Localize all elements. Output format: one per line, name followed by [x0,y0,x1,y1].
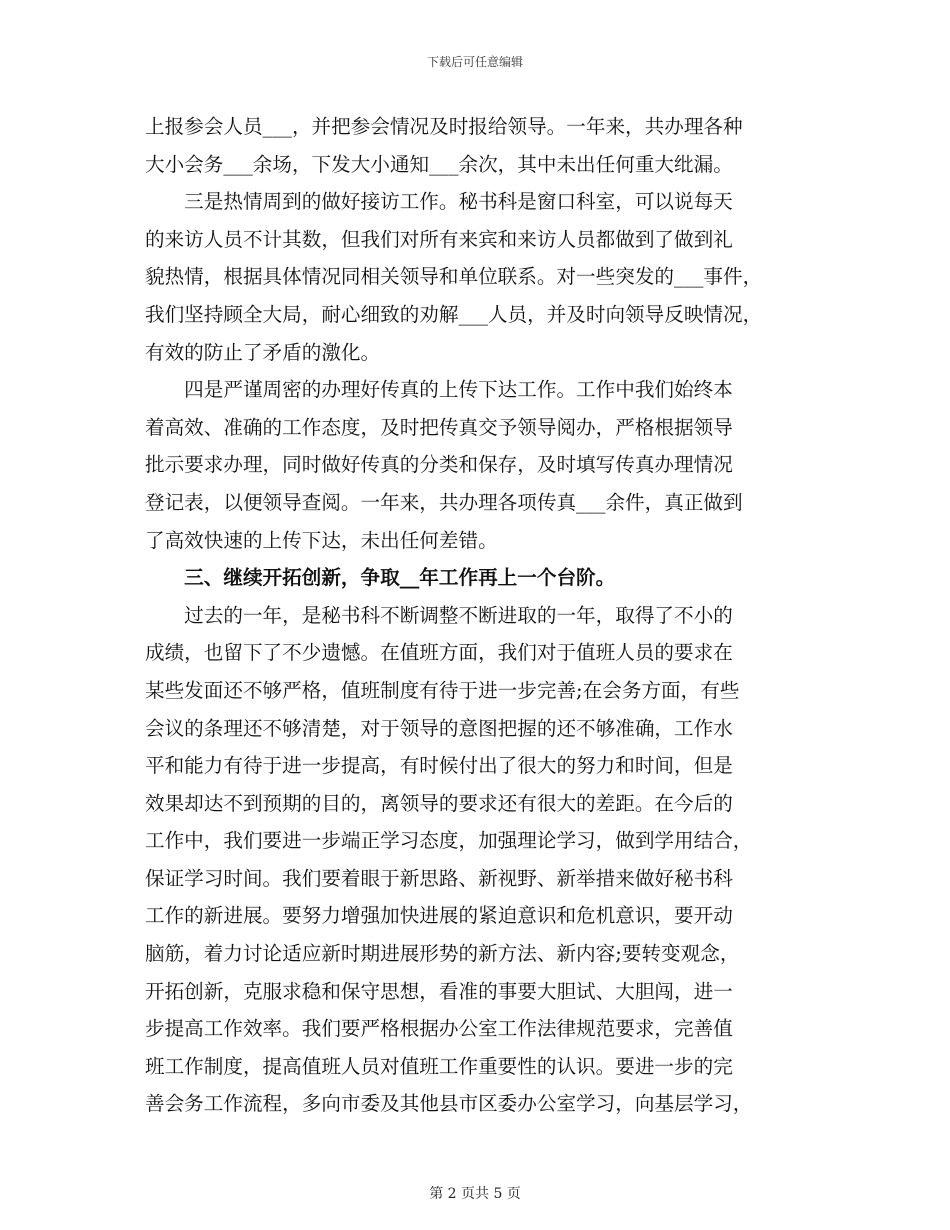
text-line: 四是严谨周密的办理好传真的上传下达工作。工作中我们始终本 [145,378,733,402]
text-line: 工作中，我们要进一步端正学习态度，加强理论学习，做到学用结合， [145,829,753,853]
page-footer: 第 2 页共 5 页 [429,1186,521,1202]
page-header: 下载后可任意编辑 [426,55,523,69]
text-line: 上报参会人员___，并把参会情况及时报给领导。一年来，共办理各种 [145,115,743,138]
text-line: 脑筋，着力讨论适应新时期进展形势的新方法、新内容;要转变观念， [145,942,740,966]
section-heading: 三、继续开拓创新，争取__年工作再上一个台阶。 [145,566,616,590]
text-line: 着高效、准确的工作态度，及时把传真交予领导阅办，严格根据领导 [145,415,733,439]
text-line: 貌热情，根据具体情况同相关领导和单位联系。对一些突发的___事件， [145,265,763,289]
text-line: 开拓创新，克服求稳和保守思想，看准的事要大胆试、大胆闯，进一 [145,979,733,1003]
text-line: 会议的条理还不够清楚，对于领导的意图把握的还不够准确，工作水 [145,716,733,740]
text-line: 批示要求办理，同时做好传真的分类和保存，及时填写传真办理情况 [145,453,733,477]
text-line: 步提高工作效率。我们要严格根据办公室工作法律规范要求，完善值 [145,1017,733,1041]
text-line: 有效的防止了矛盾的激化。 [145,340,381,364]
document-body [145,108,815,1123]
text-line: 过去的一年，是秘书科不断调整不断进取的一年，取得了不小的 [145,603,733,627]
text-line: 班工作制度，提高值班人员对值班工作重要性的认识。要进一步的完 [145,1054,733,1078]
text-line: 平和能力有待于进一步提高，有时候付出了很大的努力和时间，但是 [145,754,733,778]
text-line: 效果却达不到预期的目的，离领导的要求还有很大的差距。在今后的 [145,791,733,815]
text-line: 登记表，以便领导查阅。一年来，共办理各项传真___余件，真正做到 [145,490,743,514]
text-line: 三是热情周到的做好接访工作。秘书科是窗口科室，可以说每天 [145,190,733,214]
text-line: 成绩，也留下了不少遗憾。在值班方面，我们对于值班人员的要求在 [145,641,733,665]
text-line: 我们坚持顾全大局，耐心细致的劝解___人员，并及时向领导反映情况， [145,302,763,326]
text-line: 某些发面还不够严格，值班制度有待于进一步完善;在会务方面，有些 [145,678,740,702]
text-line: 善会务工作流程，多向市委及其他县市区委办公室学习，向基层学习， [145,1092,753,1116]
text-line: 保证学习时间。我们要着眼于新思路、新视野、新举措来做好秘书科 [145,866,733,890]
text-line: 工作的新进展。要努力增强加快进展的紧迫意识和危机意识，要开动 [145,904,733,928]
text-line: 了高效快速的上传下达，未出任何差错。 [145,528,498,552]
text-line: 的来访人员不计其数，但我们对所有来宾和来访人员都做到了做到礼 [145,227,733,251]
text-line: 大小会务___余场，下发大小通知___余次，其中未出任何重大纰漏。 [145,152,733,176]
